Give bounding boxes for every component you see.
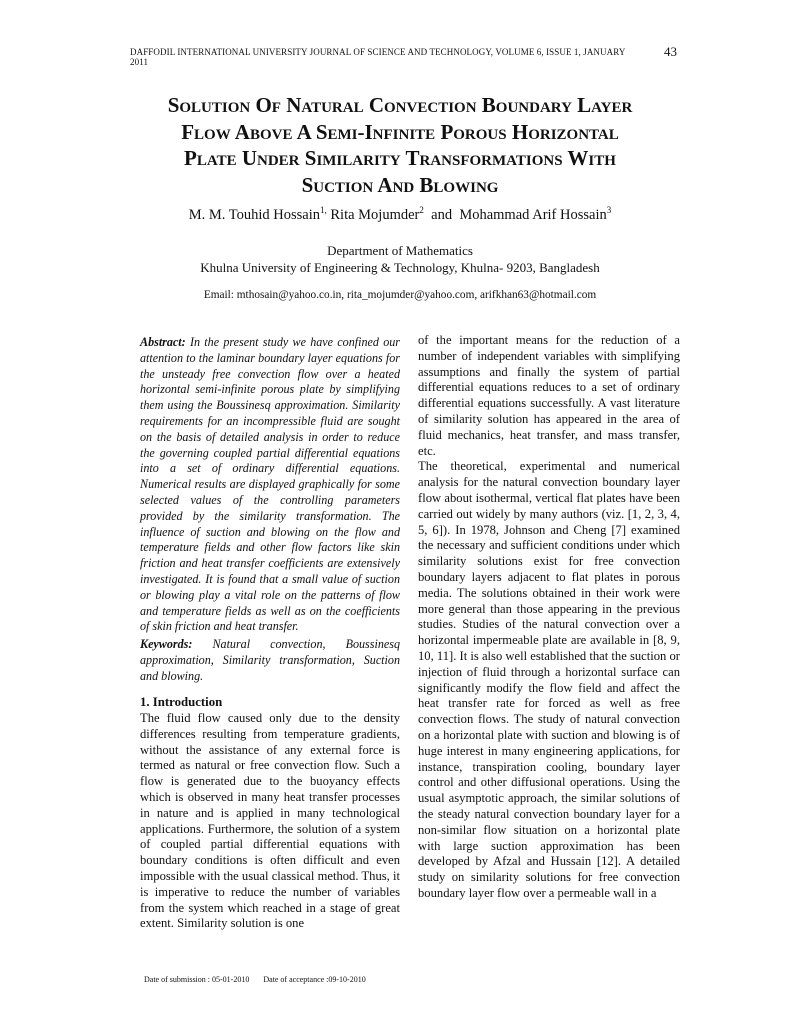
author-1: M. M. Touhid Hossain bbox=[188, 206, 320, 223]
abstract bbox=[140, 335, 400, 635]
author-1-affil: 1, bbox=[320, 205, 327, 215]
affiliation bbox=[100, 242, 700, 276]
section-heading-introduction: 1. Introduction bbox=[140, 695, 223, 709]
title-line-4: Suction And Blowing bbox=[301, 172, 499, 197]
paper-title bbox=[100, 92, 700, 198]
author-list bbox=[100, 205, 700, 224]
submission-date: Date of submission : 05-01-2010 bbox=[144, 975, 250, 984]
right-paragraph-2: The theoretical, experimental and numerical analysis for the natural convection boundary layer flow about isothermal, vertical flat plates have been carried out widely by many authors (viz. [1, 2, 3, 4, 5, 6]). In 1978, Johnson and Cheng [7] examined the necessary and sufficient conditions under which similarity solutions exist for free convection boundary layers adjacent to flat plates in porous media. The solutions obtained in their work were more general than those appearing in the previous studies. Studies of the natural convection over a horizontal impermeable plate are available in [8, 9, 10, 11]. It is also well established that the suction or injection of fluid through a horizontal surface can significantly modify the flow field and affect the heat transfer rate for forced as well as free convection flows. The study of natural convection on a horizontal plate with suction and blowing is of huge interest in many engineering applications, for instance, transpiration cooling, boundary layer control and other diffusional operations. Using the usual asymptotic approach, the similar solutions of the steady natural convection boundary layer for a non-similar flow situation on a horizontal plate with large suction approximation has been developed by Afzal and Hussain [12]. A detailed study on similarity solutions for free convection boundary layer flow over a permeable wall in a bbox=[418, 459, 680, 900]
submission-footer bbox=[144, 975, 378, 984]
email-line: Email: mthosain@yahoo.co.in, rita_mojumder@yahoo.com, arifkhan63@hotmail.com bbox=[203, 289, 597, 301]
abstract-label: Abstract: bbox=[140, 335, 186, 349]
abstract-text: In the present study we have confined our attention to the laminar boundary layer equations for the unsteady free convection flow over a heated horizontal semi-infinite porous plate by simplifying them using the Boussinesq approximation. Similarity requirements for an incompressible fluid are sought on the basis of detailed analysis in order to reduce the governing coupled partial differential equations into a set of ordinary differential equations. Numerical results are displayed graphically for some selected values of the controlling parameters provided by the similarity transformation. The influence of suction and blowing on the flow and temperature fields and other flow factors like skin friction and heat transfer coefficients are extensively investigated. It is found that a small value of suction or blowing play a vital role on the patterns of flow and temperature fields as well as on the coefficients of skin friction and heat transfer. bbox=[140, 335, 400, 634]
title-line-3: Plate Under Similarity Transformations With bbox=[184, 146, 616, 170]
author-conjunction: and bbox=[431, 206, 453, 223]
page-number: 43 bbox=[664, 44, 677, 59]
keywords bbox=[140, 637, 400, 684]
right-paragraph-1: of the important means for the reduction of a number of independent variables with simplifying assumptions and finally the system of partial differential equations reduces to a set of ordinary differential equations successfully. A vast literature of similarity solution has appeared in the area of fluid mechanics, heat transfer, and mass transfer, etc. bbox=[418, 333, 680, 458]
author-3: Mohammad Arif Hossain bbox=[459, 206, 607, 223]
right-column bbox=[418, 333, 680, 902]
author-2-affil: 2 bbox=[419, 205, 424, 215]
title-line-1: Solution Of Natural Convection Boundary Layer bbox=[167, 93, 633, 117]
university: Khulna University of Engineering & Technology, Khulna- 9203, Bangladesh bbox=[200, 260, 600, 275]
department: Department of Mathematics bbox=[327, 243, 473, 258]
author-3-affil: 3 bbox=[606, 205, 612, 215]
keywords-label: Keywords: bbox=[140, 637, 193, 651]
introduction-text bbox=[140, 711, 400, 932]
acceptance-date: Date of acceptance :09-10-2010 bbox=[263, 975, 366, 984]
title-line-2: Flow Above A Semi-Infinite Porous Horizontal bbox=[181, 119, 619, 144]
author-2: Rita Mojumder bbox=[330, 206, 420, 223]
journal-header: DAFFODIL INTERNATIONAL UNIVERSITY JOURNAL OF SCIENCE AND TECHNOLOGY, VOLUME 6, ISSUE 1, JANUARY 2011 bbox=[130, 47, 626, 67]
keywords-text: Natural convection, Boussinesq approximation, Similarity transformation, Suction and blowing. bbox=[140, 637, 400, 683]
intro-paragraph: The fluid flow caused only due to the density differences resulting from temperature gradients, without the assistance of any external force is termed as natural or free convection flow. Such a flow is generated due to the buoyancy effects which is observed in many heat transfer processes in nature and is applied in many technological applications. Furthermore, the solution of a system of coupled partial differential equations with boundary conditions is often difficult and even impossible with the usual classical method. Thus, it is imperative to reduce the number of variables from the system which reached in a stage of great extent. Similarity solution is one bbox=[140, 711, 400, 931]
